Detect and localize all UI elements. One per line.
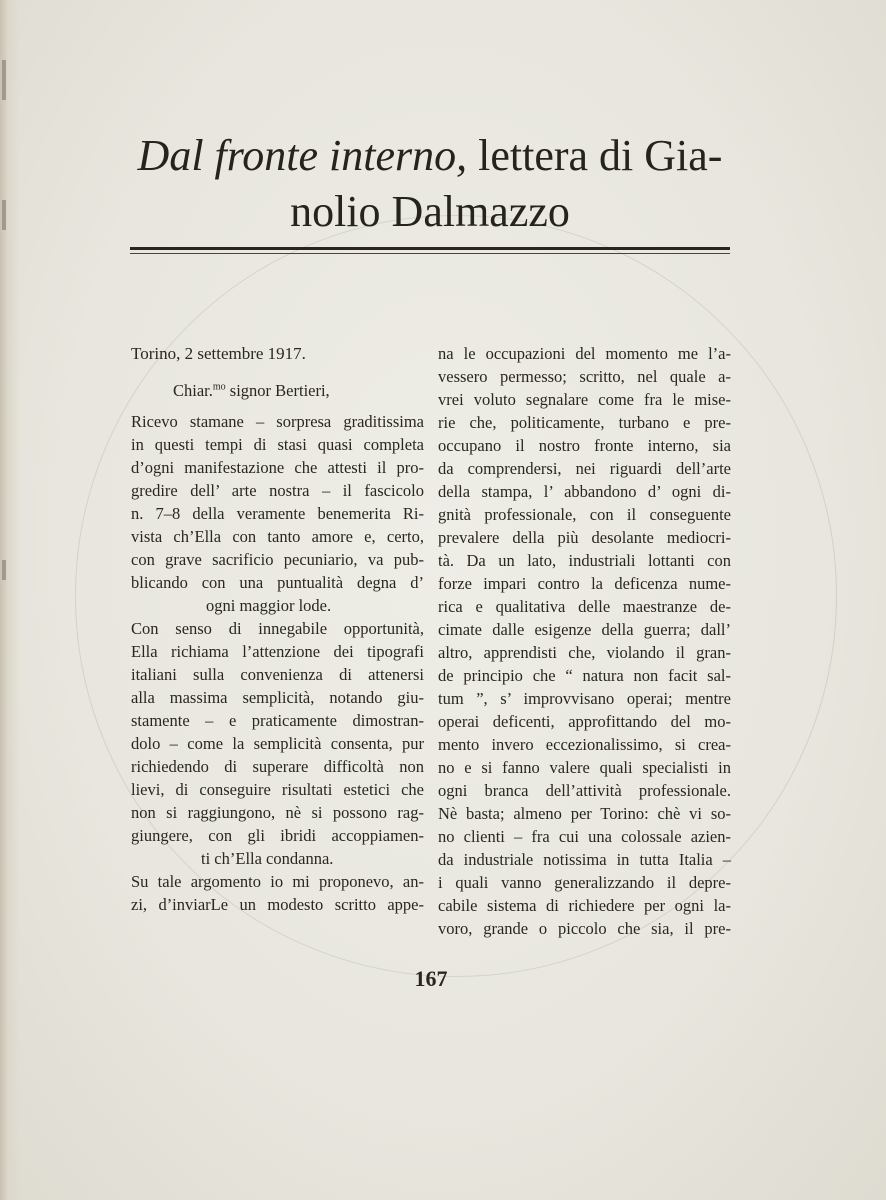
left-column-line: ti ch’Ella condanna. [201, 849, 334, 868]
left-column-line: Ricevo stamane – sorpresa graditissima [131, 412, 424, 431]
right-column-line: tà. Da un lato, industriali lottanti con [438, 551, 731, 570]
left-column-line: richiedendo di superare difficoltà non [131, 757, 424, 776]
right-column-line: ogni branca dell’attività professionale. [438, 781, 731, 800]
page-binding-edge [0, 0, 20, 1200]
right-column-line: prevalere della più desolante mediocri- [438, 528, 731, 547]
right-column-line: voro, grande o piccolo che sia, il pre- [438, 919, 731, 938]
right-column-line: no clienti – fra cui una colossale azien- [438, 827, 731, 846]
left-column-line: in questi tempi di stasi quasi completa [131, 435, 424, 454]
left-column-line: d’ogni manifestazione che attesti il pro- [131, 458, 424, 477]
right-column-line: vrei voluto segnalare come fra le mise- [438, 390, 731, 409]
left-column-line: Con senso di innegabile opportunità, [131, 619, 424, 638]
edge-mark [2, 60, 6, 100]
title-line2: nolio Dalmazzo [290, 187, 570, 236]
article-title [120, 128, 740, 240]
edge-mark [2, 200, 6, 230]
right-column-line: tum ”, s’ improvvisano operai; mentre [438, 689, 731, 708]
title-italic: Dal fronte interno, [137, 131, 468, 180]
right-column-line: mento invero eccezionalissimo, si crea- [438, 735, 731, 754]
right-column-line: della stampa, l’ abbandono d’ ogni di- [438, 482, 731, 501]
salutation-sup: mo [212, 381, 226, 393]
right-column-line: vessero permesso; scritto, nel quale a- [438, 367, 731, 386]
left-column-line: blicando con una puntualità degna d’ [131, 573, 424, 592]
edge-mark [2, 560, 6, 580]
right-column [438, 342, 731, 940]
left-column [131, 342, 424, 916]
title-rule-thin [130, 253, 730, 254]
left-column-line: Ella richiama l’attenzione dei tipografi [131, 642, 424, 661]
left-column-line: con grave sacrificio pecuniario, va pub- [131, 550, 424, 569]
left-column-line: alla massima semplicità, notando giu- [131, 688, 424, 707]
left-column-line: giungere, con gli ibridi accoppiamen- [131, 826, 424, 845]
right-column-line: altro, apprendisti che, violando il gran- [438, 643, 731, 662]
right-column-line: forze impari contro la deficenza nume- [438, 574, 731, 593]
right-column-line: cabile sistema di richiedere per ogni la- [438, 896, 731, 915]
right-column-line: cimate dalle esigenze della guerra; dall’ [438, 620, 731, 639]
page-number: 167 [414, 966, 448, 991]
right-column-line: na le occupazioni del momento me l’a- [438, 344, 731, 363]
right-column-line: i quali vanno generalizzando il depre- [438, 873, 731, 892]
title-rest: lettera di Gia- [467, 131, 723, 180]
title-rule-thick [130, 247, 730, 250]
left-column-line: non si raggiungono, nè si possono rag- [131, 803, 424, 822]
right-column-line: occupano il nostro fronte interno, sia [438, 436, 731, 455]
left-column-line: Su tale argomento io mi proponevo, an- [131, 872, 424, 891]
left-column-line: gredire dell’ arte nostra – il fascicolo [131, 481, 424, 500]
left-column-line: lievi, di conseguire risultati estetici che [131, 780, 424, 799]
left-column-line: dolo – come la semplicità consenta, pur [131, 734, 424, 753]
left-column-line: zi, d’inviarLe un modesto scritto appe- [131, 895, 424, 914]
left-column-line: ogni maggior lode. [206, 596, 332, 615]
left-column-line: italiani sulla convenienza di attenersi [131, 665, 424, 684]
right-column-line: operai deficenti, approfittando del mo- [438, 712, 731, 731]
letter-date: Torino, 2 settembre 1917. [131, 344, 306, 363]
left-column-line: vista ch’Ella con tanto amore e, certo, [131, 527, 424, 546]
left-column-line: stamente – e praticamente dimostran- [131, 711, 424, 730]
salutation [131, 379, 424, 402]
right-column-line: rica e qualitativa delle maestranze de- [438, 597, 731, 616]
right-column-line: da comprendersi, nei riguardi dell’arte [438, 459, 731, 478]
left-column-line: n. 7–8 della veramente benemerita Ri- [131, 504, 424, 523]
right-column-line: da industriale notissima in tutta Italia – [438, 850, 731, 869]
salutation-post: signor Bertieri, [225, 381, 330, 400]
salutation-pre: Chiar. [173, 381, 213, 400]
right-column-line: Nè basta; almeno per Torino: chè vi so- [438, 804, 731, 823]
right-column-line: no e si fanno valere quali specialisti in [438, 758, 731, 777]
right-column-line: gnità professionale, con il conseguente [438, 505, 731, 524]
right-column-line: de principio che “ natura non facit sal- [438, 666, 731, 685]
right-column-line: rie che, politicamente, turbano e pre- [438, 413, 731, 432]
